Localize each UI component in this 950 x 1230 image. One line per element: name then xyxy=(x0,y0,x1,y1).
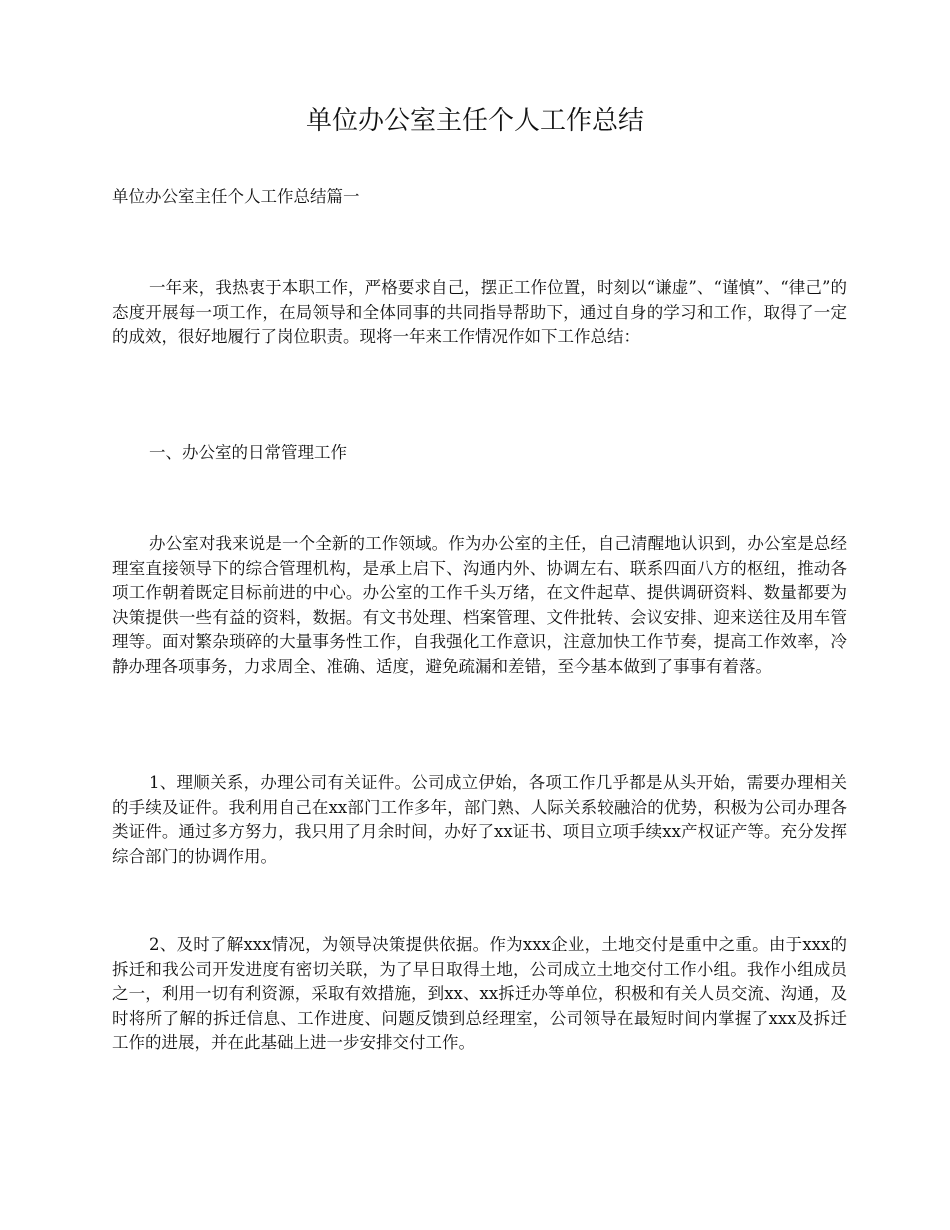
item-2-paragraph: 2、及时了解xxx情况，为领导决策提供依据。作为xxx企业，土地交付是重中之重。由于xxx的拆迁和我公司开发进度有密切关联，为了早日取得土地，公司成立土地交付工作小组。我作小组成员之一，利用一切有利资源，采取有效措施，到xx、xx拆迁办等单位，积极和有关人员交流、沟通，及时将所了解的拆迁信息、工作进度、问题反馈到总经理室，公司领导在最短时间内掌握了xxx及拆迁工作的进展，并在此基础上进一步安排交付工作。 xyxy=(112,935,847,1052)
item-1-paragraph: 1、理顺关系，办理公司有关证件。公司成立伊始，各项工作几乎都是从头开始，需要办理相关的手续及证件。我利用自己在xx部门工作多年，部门熟、人际关系较融洽的优势，积极为公司办理各类证件。通过多方努力，我只用了月余时间，办好了xx证书、项目立项手续xx产权证产等。充分发挥综合部门的协调作用。 xyxy=(112,773,847,866)
office-paragraph: 办公室对我来说是一个全新的工作领域。作为办公室的主任，自己清醒地认识到，办公室是总经理室直接领导下的综合管理机构，是承上启下、沟通内外、协调左右、联系四面八方的枢纽，推动各项工作朝着既定目标前进的中心。办公室的工作千头万绪，在文件起草、提供调研资料、数量都要为决策提供一些有益的资料，数据。有文书处理、档案管理、文件批转、会议安排、迎来送往及用车管理等。面对繁杂琐碎的大量事务性工作，自我强化工作意识，注意加快工作节奏，提高工作效率，冷静办理各项事务，力求周全、准确、适度，避免疏漏和差错，至今基本做到了事事有着落。 xyxy=(112,534,847,676)
intro-paragraph: 一年来，我热衷于本职工作，严格要求自己，摆正工作位置，时刻以“谦虚”、“谨慎”、“律己”的态度开展每一项工作，在局领导和全体同事的共同指导帮助下，通过自身的学习和工作，取得了一定的成效，很好地履行了岗位职责。现将一年来工作情况作如下工作总结： xyxy=(112,278,847,346)
document-title: 单位办公室主任个人工作总结 xyxy=(305,106,644,136)
document-subtitle: 单位办公室主任个人工作总结篇一 xyxy=(112,187,360,206)
section-heading-daily-management: 一、办公室的日常管理工作 xyxy=(149,443,347,462)
